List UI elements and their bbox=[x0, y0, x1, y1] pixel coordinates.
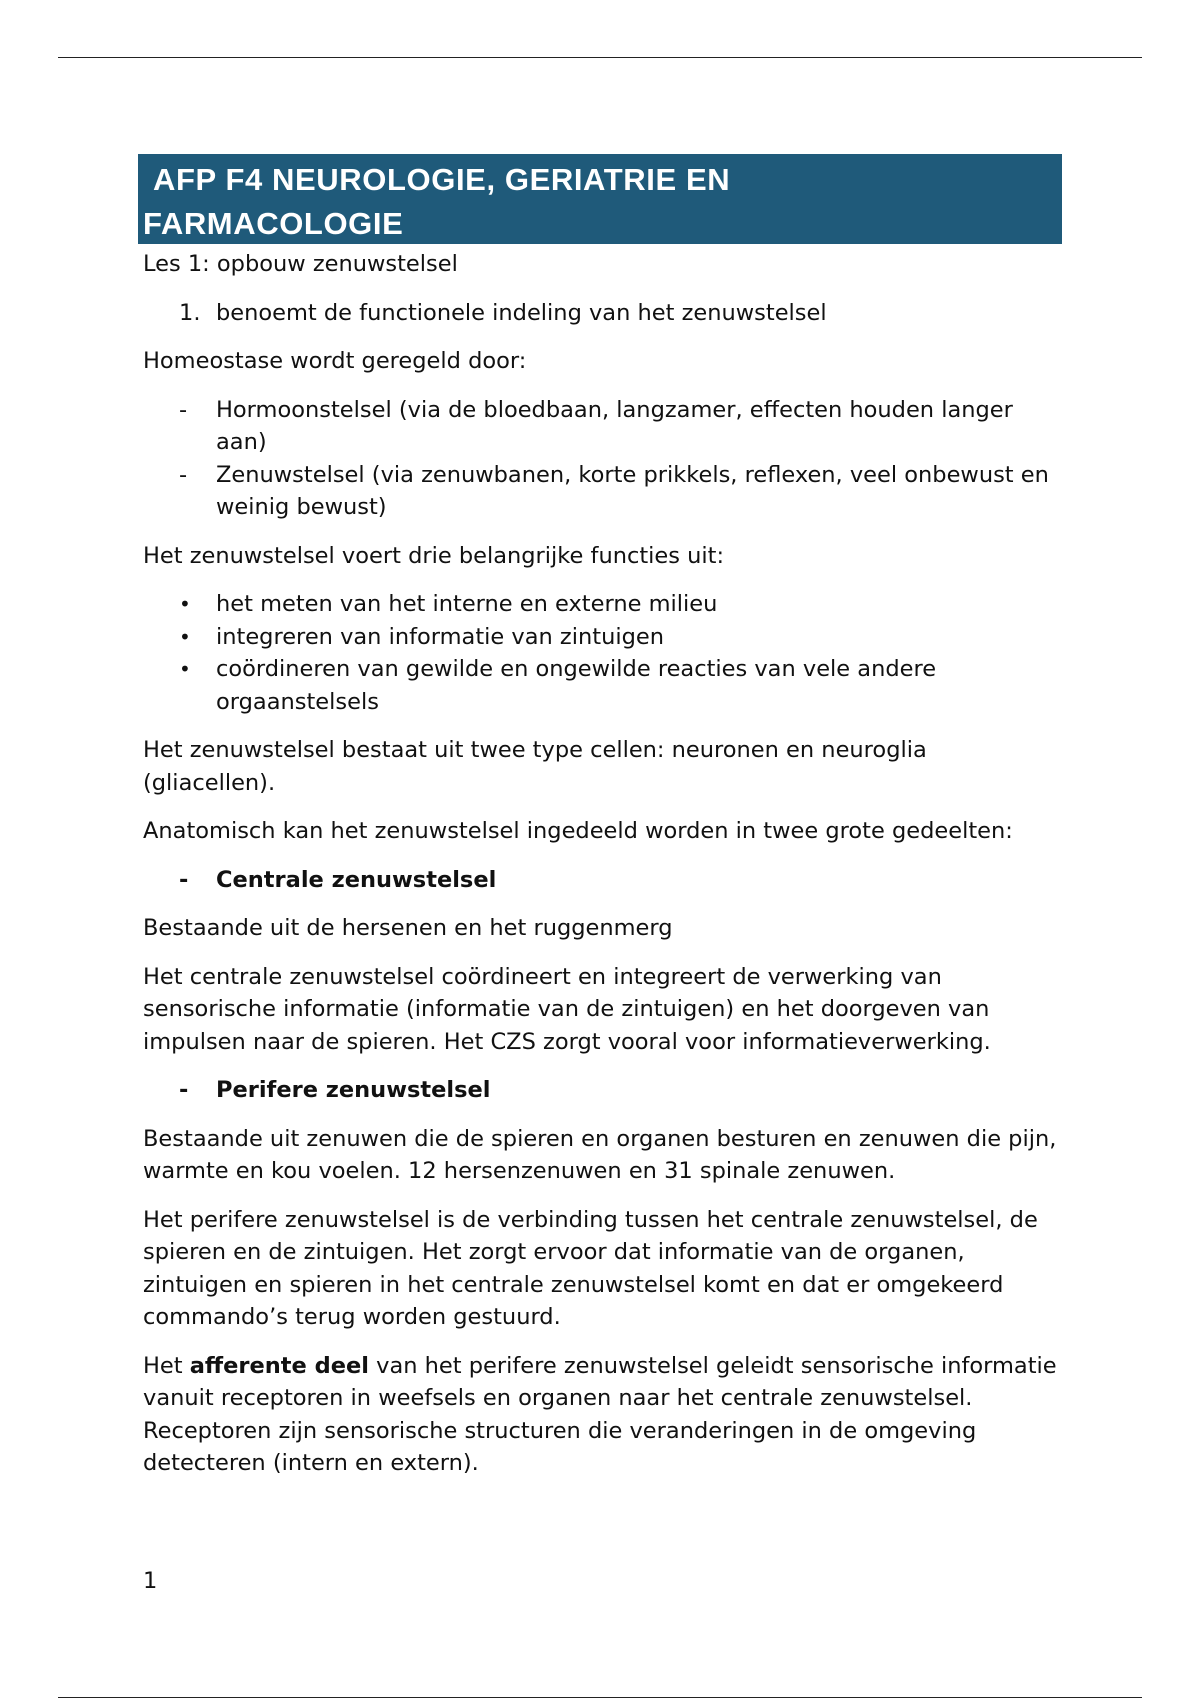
list-item bbox=[143, 394, 1063, 459]
document-body bbox=[143, 248, 1063, 1496]
bullet-icon: • bbox=[179, 592, 191, 616]
lesson-heading: Les 1: opbouw zenuwstelsel bbox=[143, 251, 458, 277]
pzs-paragraph-2: Het perifere zenuwstelsel is de verbinding tussen het centrale zenuwstelsel, de spieren en de zintuigen. Het zorgt ervoor dat informatie van de organen, zintuigen en spieren in het centrale zenuwstelsel komt en dat er omgekeerd commando’s terug worden gestuurd. bbox=[143, 1206, 1038, 1330]
list-item bbox=[143, 621, 1063, 654]
list-item-text: Zenuwstelsel (via zenuwbanen, korte prikkels, reflexen, veel onbewust en weinig bewust) bbox=[216, 461, 1049, 520]
section-heading-czs bbox=[143, 864, 1063, 897]
list-item-text: benoemt de functionele indeling van het zenuwstelsel bbox=[216, 299, 827, 326]
page-number: 1 bbox=[143, 1568, 158, 1594]
footer-rule bbox=[58, 1697, 1142, 1698]
section-heading-text: Centrale zenuwstelsel bbox=[216, 866, 497, 893]
functions-intro: Het zenuwstelsel voert drie belangrijke functies uit: bbox=[143, 542, 725, 569]
header-rule bbox=[58, 57, 1142, 58]
anatomy-paragraph: Anatomisch kan het zenuwstelsel ingedeeld worden in twee grote gedeelten: bbox=[143, 818, 1013, 844]
dash-marker: - bbox=[179, 866, 189, 893]
pzs-heading-list bbox=[143, 1074, 1063, 1107]
learning-goal-list bbox=[143, 297, 1063, 330]
dash-marker: - bbox=[179, 1077, 189, 1103]
list-item-text: Hormoonstelsel (via de bloedbaan, langzamer, effecten houden langer aan) bbox=[216, 396, 1013, 455]
list-item bbox=[143, 297, 1063, 330]
dash-marker: - bbox=[179, 461, 188, 488]
list-number: 1. bbox=[179, 299, 201, 326]
bullet-icon: • bbox=[179, 657, 191, 681]
document-title-line-2: FARMACOLOGIE bbox=[143, 206, 404, 241]
homeostase-list bbox=[143, 394, 1063, 524]
list-item-text: het meten van het interne en externe milieu bbox=[216, 591, 718, 617]
document-title-banner bbox=[138, 154, 1062, 244]
document-title bbox=[143, 158, 1062, 246]
section-heading-text: Perifere zenuwstelsel bbox=[216, 1077, 491, 1103]
list-item bbox=[143, 653, 1063, 718]
bullet-icon: • bbox=[179, 624, 191, 649]
czs-paragraph-2: Het centrale zenuwstelsel coördineert en integreert de verwerking van sensorische informatie (informatie van de zintuigen) en het doorgeven van impulsen naar de spieren. Het CZS zorgt vooral voor informatieverwerking. bbox=[143, 963, 991, 1055]
pzs-paragraph-1: Bestaande uit zenuwen die de spieren en organen besturen en zenuwen die pijn, warmte en kou voelen. 12 hersenzenuwen en 31 spinale zenuwen. bbox=[143, 1125, 1057, 1184]
pzs-paragraph-3 bbox=[143, 1350, 1063, 1480]
czs-heading-list bbox=[143, 864, 1063, 897]
list-item bbox=[143, 459, 1063, 524]
afferent-term: afferente deel bbox=[189, 1352, 369, 1379]
pzs-p3-prefix: Het bbox=[143, 1352, 190, 1379]
pzs-p3-rest: van het perifere zenuwstelsel geleidt sensorische informatie vanuit receptoren in weefsels en organen naar het centrale zenuwstelsel. Receptoren zijn sensorische structuren die veranderingen in de omgeving detecteren (intern en extern). bbox=[143, 1352, 1057, 1476]
functions-list bbox=[143, 588, 1063, 718]
czs-paragraph-1: Bestaande uit de hersenen en het ruggenmerg bbox=[143, 915, 673, 941]
section-heading-pzs bbox=[143, 1074, 1063, 1107]
list-item bbox=[143, 588, 1063, 621]
homeostase-intro: Homeostase wordt geregeld door: bbox=[143, 348, 527, 374]
cells-paragraph: Het zenuwstelsel bestaat uit twee type cellen: neuronen en neuroglia (gliacellen). bbox=[143, 737, 927, 796]
list-item-text: coördineren van gewilde en ongewilde reacties van vele andere orgaanstelsels bbox=[216, 656, 937, 715]
list-item-text: integreren van informatie van zintuigen bbox=[216, 623, 664, 650]
document-title-line-1: AFP F4 NEUROLOGIE, GERIATRIE EN bbox=[153, 162, 731, 197]
dash-marker: - bbox=[179, 396, 188, 423]
